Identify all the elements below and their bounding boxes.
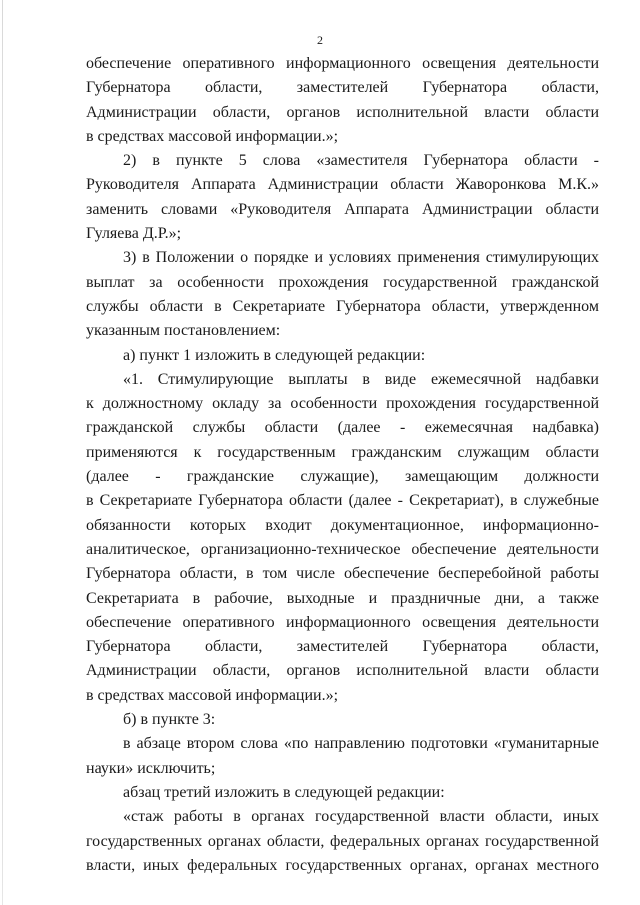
text-line: обеспечение оперативного информационного освещения деятельности (86, 55, 599, 72)
text-line: аналитическое, организационно-техническое обеспечение деятельности (86, 540, 599, 558)
text-line: Губернатора области, заместителей Губернатора области, (86, 79, 599, 97)
text-line: Руководителя Аппарата Администрации области Жаворонкова М.К.» (86, 176, 599, 194)
text-line: к должностному окладу за особенности прохождения государственной (86, 395, 599, 413)
text-line: применяются к государственным гражданским служащим области (86, 443, 599, 461)
text-line: в Секретариате Губернатора области (далее - Секретариат), в служебные (86, 492, 599, 510)
text-line: 2) в пункте 5 слова «заместителя Губернатора области - (123, 152, 599, 170)
text-line: обязанности которых входит документационное, информационно- (86, 516, 599, 534)
scan-edge (2, 0, 3, 905)
text-line: б) в пункте 3: (123, 711, 216, 729)
text-line: обеспечение оперативного информационного освещения деятельности (86, 613, 599, 631)
text-line: абзац третий изложить в следующей редакции: (123, 783, 445, 801)
text-line: в абзаце втором слова «по направлению подготовки «гуманитарные (123, 735, 599, 753)
text-line: государственных органах области, федеральных органах государственной (86, 832, 599, 850)
text-line: «стаж работы в органах государственной власти области, иных (123, 808, 599, 826)
page-number: 2 (317, 33, 323, 47)
text-line: Губернатора области, в том числе обеспечение бесперебойной работы (86, 565, 599, 583)
text-line: заменить словами «Руководителя Аппарата Администрации области (86, 200, 599, 218)
text-line: гражданской службы области (далее - ежемесячная надбавка) (86, 419, 599, 437)
document-body (86, 52, 599, 878)
text-line: Администрации области, органов исполнительной власти области (86, 662, 599, 680)
text-line: выплат за особенности прохождения государственной гражданской (86, 273, 599, 291)
text-line: (далее - гражданские служащие), замещающим должности (86, 468, 599, 486)
text-line: Администрации области, органов исполнительной власти области (86, 103, 599, 121)
text-line: в средствах массовой информации.»; (86, 127, 339, 145)
text-line: указанным постановлением: (86, 322, 281, 340)
text-line: а) пункт 1 изложить в следующей редакции: (123, 346, 426, 364)
text-line: науки» исключить; (86, 759, 216, 777)
text-line: Секретариата в рабочие, выходные и праздничные дни, а также (86, 589, 599, 607)
text-line: службы области в Секретариате Губернатора области, утвержденном (86, 297, 599, 315)
text-line: «1. Стимулирующие выплаты в виде ежемесячной надбавки (123, 370, 599, 388)
text-line: власти, иных федеральных государственных органах, органах местного (86, 856, 599, 874)
text-line: 3) в Положении о порядке и условиях применения стимулирующих (123, 249, 599, 267)
text-line: в средствах массовой информации.»; (86, 686, 339, 704)
text-line: Губернатора области, заместителей Губернатора области, (86, 638, 599, 656)
text-line: Гуляева Д.Р.»; (86, 225, 182, 243)
